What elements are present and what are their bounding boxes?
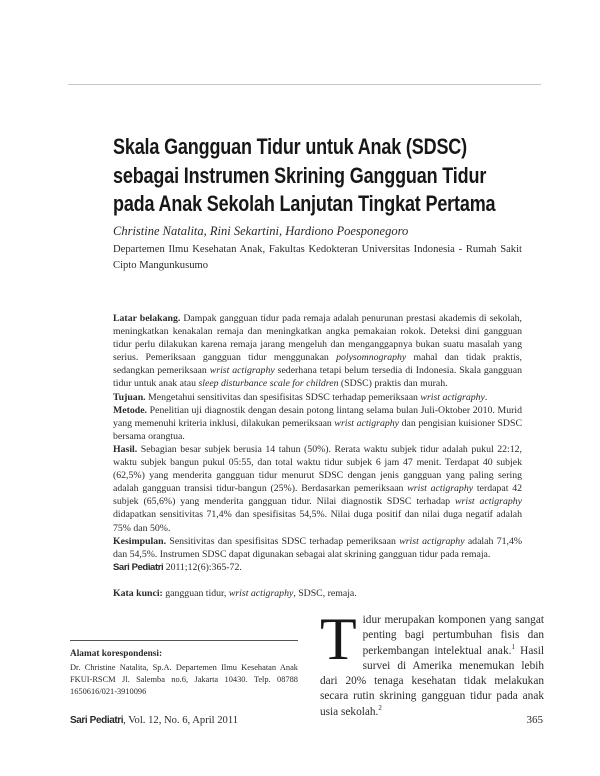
article-title-line: Skala Gangguan Tidur untuk Anak (SDSC) [113, 134, 467, 159]
abstract-paragraph-latar-belakang: Latar belakang. Dampak gangguan tidur pada remaja adalah penurunan prestasi akademis di sekolah, meningkatkan kenakalan remaja dan meningkatkan angka pemakaian rokok. Deteksi dini gangguan tidur perlu dilakukan karena remaja jarang mengeluh dan menganggapnya bukan suatu masalah yang serius. Pemeriksaan gangguan tidur menggunakan polysomnography mahal dan tidak praktis, sedangkan pemeriksaan wrist actigraphy sederhana tetapi belum tersedia di Indonesia. Skala gangguan tidur untuk anak atau sleep disturbance scale for children (SDSC) praktis dan murah. [113, 313, 522, 390]
abstract-paragraph-hasil: Hasil. Sebagian besar subjek berusia 14 tahun (50%). Rerata waktu subjek tidur adalah pukul 22:12, waktu subjek bangun pukul 05:55, dan total waktu tidur subjek 6 jam 47 menit. Terdapat 40 subjek (62,5%) yang menderita gangguan tidur menurut SDSC dengan jenis gangguan yang paling sering adalah gangguan transisi tidur-bangun (25%). Berdasarkan pemeriksaan wrist actigraphy terdapat 42 subjek (65,6%) yang menderita gangguan tidur. Nilai diagnostik SDSC terhadap wrist actigraphy didapatkan sensitivitas 71,4% dan spesifisitas 54,5%. Nilai duga positif dan nilai duga negatif adalah 75% dan 50%. [113, 443, 523, 534]
abstract-paragraph-kesimpulan: Kesimpulan. Sensitivitas dan spesifisitas SDSC terhadap pemeriksaan wrist actigraphy adalah 71,4% dan 54,5%. Instrumen SDSC dapat digunakan sebagai alat skrining gangguan tidur pada remaja. [113, 535, 522, 560]
affiliation: Departemen Ilmu Kesehatan Anak, Fakultas Kedokteran Universitas Indonesia - Rumah Sakit Cipto Mangunkusumo [113, 244, 522, 271]
header-rule [68, 84, 541, 85]
abstract-paragraph-metode: Metode. Penelitian uji diagnostik dengan desain potong lintang selama bulan Juli-Oktober 2010. Murid yang memenuhi kriteria inklusi, dilakukan pemeriksaan wrist actigraphy dan pengisian kuisioner SDSC bersama orangtua. [113, 404, 522, 442]
page-footer [70, 713, 543, 728]
abstract-paragraph-tujuan: Tujuan. Mengetahui sensitivitas dan spesifisitas SDSC terhadap pemeriksaan wrist actigraphy. [113, 391, 488, 403]
correspondence-rule [70, 640, 298, 641]
article-title [113, 133, 591, 219]
correspondence-heading: Alamat korespondensi: [70, 649, 163, 659]
article-title-line: sebagai Instrumen Skrining Gangguan Tidur [113, 162, 487, 188]
journal-citation: Sari Pediatri, Vol. 12, No. 6, April 2011 [70, 715, 239, 726]
correspondence-note [70, 640, 298, 699]
abstract [113, 312, 522, 600]
authors: Christine Natalita, Rini Sekartini, Hardiono Poesponegoro [113, 224, 409, 238]
page-number: 365 [526, 714, 543, 726]
abstract-citation: Sari Pediatri 2011;12(6):365-72. [113, 561, 242, 573]
article-title-line: pada Anak Sekolah Lanjutan Tingkat Pertama [113, 191, 496, 216]
introduction-text: idur merupakan komponen yang sangat penting bagi pertumbuhan fisis dan perkembangan intelektual anak.$^1$ Hasil survei di Amerika menemukan lebih dari 20% tenaga kesehatan tidak melakukan secara rutin skrining gangguan tidur pada anak usia sekolah.$^2$ [320, 614, 545, 718]
correspondence-body: Dr. Christine Natalita, Sp.A. Departemen Ilmu Kesehatan Anak FKUI-RSCM Jl. Salemba no.6, Jakarta 10430. Telp. 08788 1650616/021-3910096 [70, 663, 298, 697]
introduction-paragraph [320, 606, 545, 720]
keywords: Kata kunci: gangguan tidur, wrist actigraphy, SDSC, remaja. [113, 587, 357, 599]
dropcap-letter: T [320, 606, 357, 672]
